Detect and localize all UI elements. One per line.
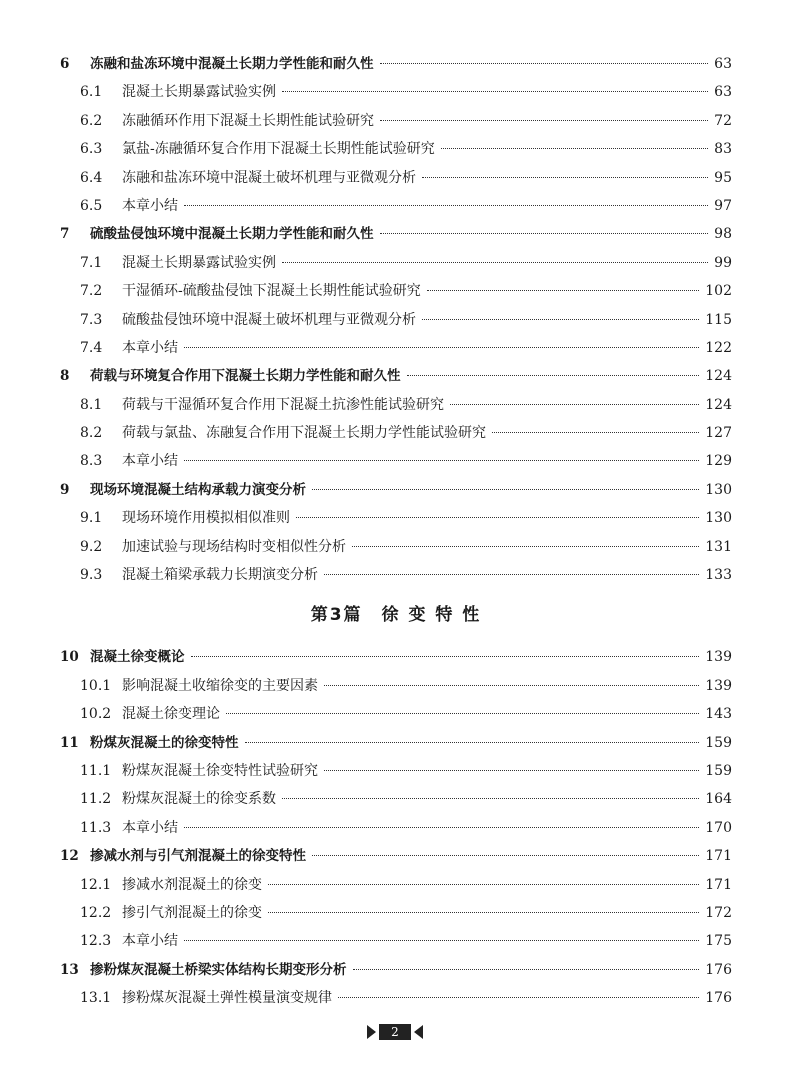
entry-title: 冻融循环作用下混凝土长期性能试验研究 [122,112,374,129]
entry-page-number: 171 [705,848,732,865]
entry-title: 现场环境作用模拟相似准则 [122,510,290,527]
toc-section-entry[interactable] [60,899,732,927]
entry-number: 9.3 [80,567,103,584]
toc-block-part3 [60,643,732,1012]
entry-page-number: 176 [705,990,732,1007]
entry-page-number: 63 [714,56,732,72]
entry-title: 荷载与环境复合作用下混凝土长期力学性能和耐久性 [90,368,401,385]
toc-section-entry[interactable] [60,135,732,163]
entry-number: 13 [60,961,79,978]
dot-leader [380,62,709,64]
entry-page-number: 172 [705,904,732,921]
dot-leader [338,996,699,998]
entry-number: 7.1 [80,254,103,271]
entry-title: 本章小结 [122,339,178,356]
dot-leader [324,684,699,686]
toc-section-entry[interactable] [60,814,732,842]
entry-number: 12.2 [80,904,112,921]
entry-number: 11 [60,734,79,751]
toc-section-entry[interactable] [60,504,732,532]
entry-number: 11.2 [80,791,112,808]
entry-page-number: 175 [705,933,732,950]
dot-leader [184,826,699,828]
toc-block-part2 [60,50,732,589]
dot-leader [282,261,708,263]
toc-chapter-entry[interactable] [60,362,732,390]
entry-page-number: 133 [705,567,732,584]
entry-title: 混凝土箱梁承载力长期演变分析 [122,567,318,584]
entry-page-number: 176 [705,961,732,978]
entry-page-number: 131 [705,538,732,555]
dot-leader [353,968,700,970]
dot-leader [184,346,699,348]
toc-section-entry[interactable] [60,391,732,419]
toc-section-entry[interactable] [60,927,732,955]
entry-page-number: 102 [705,283,732,300]
entry-number: 12.3 [80,933,112,950]
entry-number: 9 [60,481,70,498]
entry-page-number: 63 [714,84,732,101]
entry-title: 混凝土徐变理论 [122,706,220,723]
entry-page-number: 143 [705,706,732,723]
entry-page-number: 130 [705,510,732,527]
toc-section-entry[interactable] [60,561,732,589]
entry-page-number: 95 [714,169,732,186]
dot-leader [492,431,699,433]
entry-number: 7.2 [80,283,103,300]
entry-number: 10.1 [80,677,112,694]
entry-number: 6.4 [80,169,103,186]
entry-title: 本章小结 [122,819,178,836]
dot-leader [282,90,708,92]
toc-section-entry[interactable] [60,447,732,475]
dot-leader [268,911,699,913]
dot-leader [422,176,708,178]
dot-leader [184,939,699,941]
entry-page-number: 97 [714,197,732,214]
entry-number: 9.2 [80,538,103,555]
entry-title: 混凝土长期暴露试验实例 [122,254,276,271]
entry-page-number: 115 [705,311,732,328]
entry-title: 掺粉煤灰混凝土弹性模量演变规律 [122,990,332,1007]
dot-leader [441,147,708,149]
table-of-contents [60,50,732,1013]
toc-section-entry[interactable] [60,785,732,813]
toc-section-entry[interactable] [60,334,732,362]
entry-number: 8.2 [80,425,103,442]
entry-page-number: 127 [705,425,732,442]
entry-title: 氯盐-冻融循环复合作用下混凝土长期性能试验研究 [122,141,435,158]
entry-number: 9.1 [80,510,103,527]
dot-leader [245,741,700,743]
toc-chapter-entry[interactable] [60,476,732,504]
entry-page-number: 164 [705,791,732,808]
entry-title: 粉煤灰混凝土徐变特性试验研究 [122,762,318,779]
dot-leader [422,318,699,320]
entry-number: 7.4 [80,339,103,356]
entry-page-number: 159 [705,762,732,779]
entry-number: 13.1 [80,990,112,1007]
entry-number: 8.3 [80,453,103,470]
entry-number: 6.3 [80,141,103,158]
toc-section-entry[interactable] [60,192,732,220]
toc-chapter-entry[interactable] [60,50,732,78]
page-footer [0,1024,790,1040]
left-triangle-icon [414,1025,423,1039]
toc-section-entry[interactable] [60,249,732,277]
toc-chapter-entry[interactable] [60,729,732,757]
entry-number: 10.2 [80,706,112,723]
entry-number: 11.1 [80,762,112,779]
toc-section-entry[interactable] [60,700,732,728]
toc-section-entry[interactable] [60,757,732,785]
dot-leader [191,655,700,657]
entry-title: 掺引气剂混凝土的徐变 [122,904,262,921]
entry-title: 本章小结 [122,933,178,950]
entry-title: 混凝土徐变概论 [90,649,185,666]
entry-title: 掺粉煤灰混凝土桥梁实体结构长期变形分析 [90,961,347,978]
entry-page-number: 83 [714,141,732,158]
entry-title: 影响混凝土收缩徐变的主要因素 [122,677,318,694]
toc-section-entry[interactable] [60,672,732,700]
entry-page-number: 130 [705,481,732,498]
toc-section-entry[interactable] [60,984,732,1012]
entry-number: 6.1 [80,84,103,101]
entry-page-number: 98 [714,226,732,243]
entry-number: 11.3 [80,819,112,836]
entry-title: 掺减水剂与引气剂混凝土的徐变特性 [90,848,306,865]
entry-title: 本章小结 [122,197,178,214]
entry-page-number: 124 [705,368,732,385]
page-number: 2 [379,1024,411,1040]
entry-number: 6 [60,56,70,72]
entry-title: 加速试验与现场结构时变相似性分析 [122,538,346,555]
toc-section-entry[interactable] [60,78,732,106]
entry-number: 7 [60,226,70,243]
entry-page-number: 159 [705,734,732,751]
entry-page-number: 129 [705,453,732,470]
dot-leader [427,289,700,291]
dot-leader [324,769,699,771]
toc-section-entry[interactable] [60,871,732,899]
entry-page-number: 72 [714,112,732,129]
toc-section-entry[interactable] [60,107,732,135]
entry-title: 荷载与干湿循环复合作用下混凝土抗渗性能试验研究 [122,396,444,413]
dot-leader [312,488,699,490]
entry-title: 粉煤灰混凝土的徐变特性 [90,734,239,751]
entry-title: 混凝土长期暴露试验实例 [122,84,276,101]
dot-leader [226,712,699,714]
toc-chapter-entry[interactable] [60,220,732,248]
entry-title: 本章小结 [122,453,178,470]
toc-section-entry[interactable] [60,164,732,192]
entry-number: 6.2 [80,112,103,129]
entry-page-number: 124 [705,396,732,413]
entry-page-number: 170 [705,819,732,836]
entry-title: 硫酸盐侵蚀环境中混凝土破坏机理与亚微观分析 [122,311,416,328]
toc-section-entry[interactable] [60,533,732,561]
dot-leader [282,797,699,799]
dot-leader [450,403,699,405]
right-triangle-icon [367,1025,376,1039]
toc-chapter-entry[interactable] [60,842,732,870]
dot-leader [268,883,699,885]
entry-title: 冻融和盐冻环境中混凝土破坏机理与亚微观分析 [122,169,416,186]
entry-title: 粉煤灰混凝土的徐变系数 [122,791,276,808]
entry-page-number: 171 [705,876,732,893]
toc-chapter-entry[interactable] [60,956,732,984]
dot-leader [184,459,699,461]
entry-page-number: 122 [705,339,732,356]
entry-number: 6.5 [80,197,103,214]
entry-number: 10 [60,649,79,666]
entry-title: 现场环境混凝土结构承载力演变分析 [90,481,306,498]
entry-page-number: 99 [714,254,732,271]
entry-title: 硫酸盐侵蚀环境中混凝土长期力学性能和耐久性 [90,226,374,243]
dot-leader [352,545,699,547]
entry-number: 8 [60,368,70,385]
dot-leader [407,374,700,376]
entry-title: 掺减水剂混凝土的徐变 [122,876,262,893]
toc-section-entry[interactable] [60,277,732,305]
toc-section-entry[interactable] [60,419,732,447]
entry-title: 冻融和盐冻环境中混凝土长期力学性能和耐久性 [90,56,374,72]
toc-chapter-entry[interactable] [60,643,732,671]
dot-leader [380,232,709,234]
dot-leader [184,204,708,206]
dot-leader [296,516,699,518]
entry-page-number: 139 [705,649,732,666]
part-heading: 第3篇 徐 变 特 性 [310,605,482,626]
entry-title: 干湿循环-硫酸盐侵蚀下混凝土长期性能试验研究 [122,283,421,300]
entry-number: 12 [60,848,79,865]
entry-number: 7.3 [80,311,103,328]
entry-number: 8.1 [80,396,103,413]
entry-number: 12.1 [80,876,112,893]
toc-section-entry[interactable] [60,306,732,334]
dot-leader [312,854,699,856]
entry-title: 荷载与氯盐、冻融复合作用下混凝土长期力学性能试验研究 [122,425,486,442]
dot-leader [324,573,699,575]
dot-leader [380,119,708,121]
entry-page-number: 139 [705,677,732,694]
